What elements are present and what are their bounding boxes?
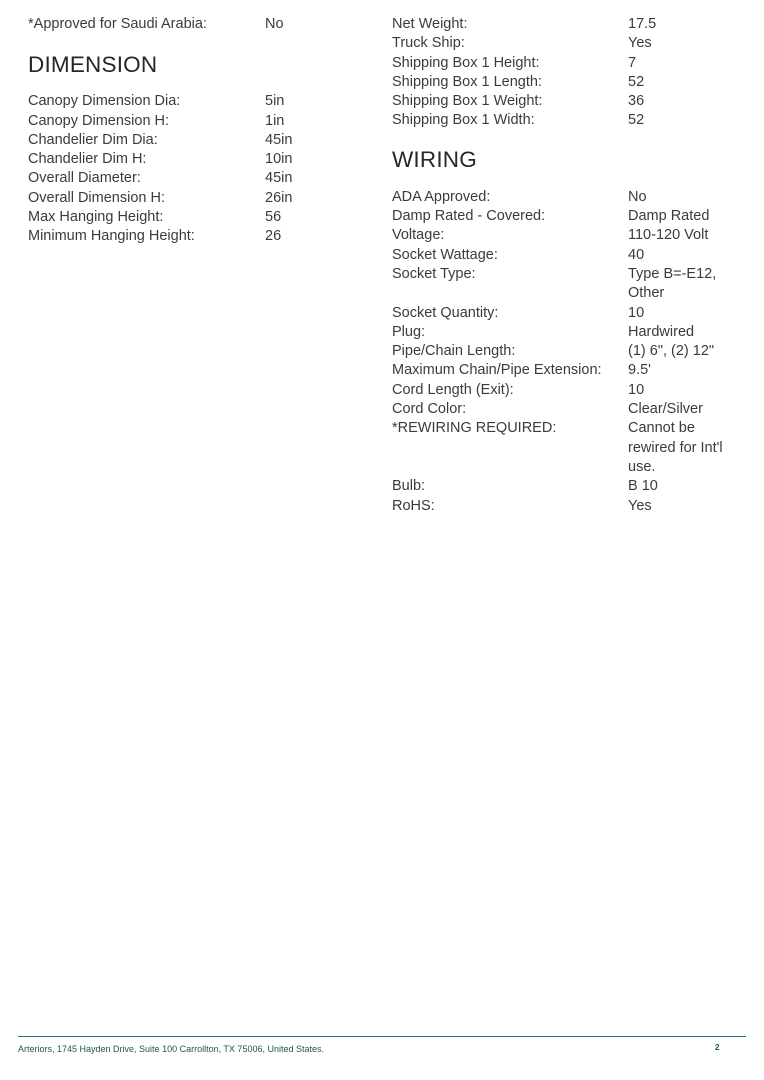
spec-value: 45in — [265, 131, 293, 148]
spec-label: Net Weight: — [392, 16, 468, 32]
spec-label: ADA Approved: — [392, 188, 491, 205]
page-number: 2 — [715, 1043, 720, 1052]
spec-value: 5in — [265, 93, 285, 110]
spec-row — [392, 419, 742, 477]
spec-value: 52 — [628, 112, 645, 129]
spec-value: Clear/Silver — [628, 401, 703, 418]
spec-value: 110-120 Volt — [628, 227, 709, 244]
spec-row — [392, 265, 742, 304]
spec-value: No — [628, 188, 647, 205]
spec-label: Socket Quantity: — [392, 304, 499, 321]
spec-label: Max Hanging Height: — [28, 209, 164, 226]
spec-label: Plug: — [392, 323, 426, 340]
spec-row — [392, 477, 742, 496]
wiring-heading: WIRING — [392, 146, 477, 172]
spec-value: 56 — [265, 209, 282, 226]
spec-value: No — [265, 16, 284, 32]
spec-label: Overall Diameter: — [28, 170, 141, 187]
spec-value: 26 — [265, 228, 282, 245]
spec-row — [28, 189, 358, 208]
spec-row — [28, 92, 358, 111]
spec-row — [392, 497, 742, 516]
spec-row — [392, 34, 742, 53]
spec-row — [392, 246, 742, 265]
spec-label: Shipping Box 1 Length: — [392, 73, 542, 90]
footer-address: Arteriors, 1745 Hayden Drive, Suite 100 Carrollton, TX 75006, United States. — [18, 1044, 324, 1054]
spec-label: Shipping Box 1 Height: — [392, 54, 540, 71]
spec-row — [392, 323, 742, 342]
spec-row — [392, 92, 742, 111]
right-column — [392, 15, 742, 516]
spec-value: Damp Rated — [628, 208, 710, 225]
spec-label: Bulb: — [392, 478, 426, 495]
spec-value: Type B=-E12, Other — [628, 265, 717, 302]
spec-value: Cannot be rewired for Int'l use. — [628, 420, 723, 475]
footer-divider — [18, 1036, 746, 1037]
spec-row — [392, 207, 742, 226]
spec-value: 10 — [628, 304, 645, 321]
spec-row — [392, 304, 742, 323]
spec-value: Yes — [628, 35, 652, 52]
spec-value: 26in — [265, 189, 293, 206]
spec-value: Hardwired — [628, 323, 695, 340]
spec-row — [392, 73, 742, 92]
spec-value: Yes — [628, 497, 652, 514]
spec-row — [28, 131, 358, 150]
spec-row — [28, 208, 358, 227]
spec-row — [28, 150, 358, 169]
spec-row — [392, 226, 742, 245]
spec-row — [28, 15, 358, 34]
spec-label: Truck Ship: — [392, 35, 465, 52]
spec-value: 10in — [265, 151, 293, 168]
spec-value: 10 — [628, 381, 645, 398]
spec-label: Minimum Hanging Height: — [28, 228, 195, 245]
dimension-heading: DIMENSION — [28, 52, 158, 78]
spec-label: RoHS: — [392, 497, 435, 514]
spec-row — [392, 381, 742, 400]
spec-value: 40 — [628, 246, 645, 263]
spec-value: 52 — [628, 73, 645, 90]
spec-row — [392, 15, 742, 34]
spec-value: 9.5' — [628, 362, 651, 379]
spec-value: 1in — [265, 112, 285, 129]
spec-value: 17.5 — [628, 16, 657, 32]
spec-label: Shipping Box 1 Width: — [392, 112, 535, 129]
spec-row — [392, 342, 742, 361]
spec-label: Socket Type: — [392, 265, 476, 282]
spec-label: Chandelier Dim H: — [28, 151, 147, 168]
spec-row — [28, 112, 358, 131]
spec-label: Shipping Box 1 Weight: — [392, 93, 543, 110]
spec-value: 45in — [265, 170, 293, 187]
spec-value: 36 — [628, 93, 645, 110]
spec-row — [392, 54, 742, 73]
spec-row — [392, 188, 742, 207]
spec-row — [392, 400, 742, 419]
spec-label: Canopy Dimension Dia: — [28, 93, 181, 110]
spec-value: B 10 — [628, 478, 658, 495]
spec-row — [28, 169, 358, 188]
spec-label: Cord Length (Exit): — [392, 381, 514, 398]
spec-label: Overall Dimension H: — [28, 189, 165, 206]
spec-label: Pipe/Chain Length: — [392, 343, 516, 360]
spec-label: Maximum Chain/Pipe Extension: — [392, 362, 602, 379]
spec-label: Chandelier Dim Dia: — [28, 131, 158, 148]
spec-value: 7 — [628, 54, 637, 71]
spec-label: Cord Color: — [392, 401, 467, 418]
spec-value: (1) 6", (2) 12" — [628, 343, 715, 360]
spec-label: Socket Wattage: — [392, 246, 498, 263]
spec-row — [28, 227, 358, 246]
spec-label: *REWIRING REQUIRED: — [392, 420, 557, 437]
spec-row — [392, 111, 742, 130]
spec-label: *Approved for Saudi Arabia: — [28, 16, 207, 32]
spec-label: Voltage: — [392, 227, 445, 244]
left-column — [28, 15, 358, 247]
spec-label: Canopy Dimension H: — [28, 112, 170, 129]
spec-label: Damp Rated - Covered: — [392, 208, 546, 225]
spec-row — [392, 361, 742, 380]
